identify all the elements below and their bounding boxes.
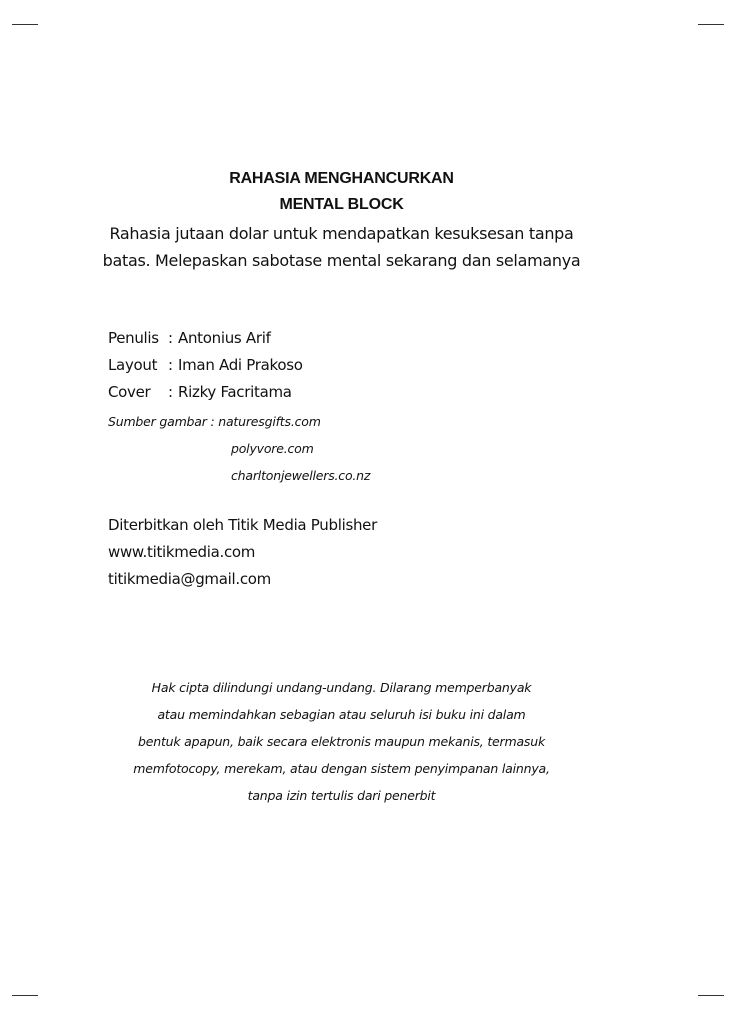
crop-mark-top-left [12,24,38,25]
credit-value: Iman Adi Prakoso [178,356,303,374]
credits-list [108,325,303,406]
copyright-line: bentuk apapun, baik secara elektronis maupun mekanis, termasuk [138,734,545,749]
copyright-line: memfotocopy, merekam, atau dengan sistem penyimpanan lainnya, [133,761,550,776]
credit-separator: : [168,356,173,374]
credit-label: Penulis [108,329,159,347]
credit-label: Cover [108,383,151,401]
copyright-notice [0,674,683,809]
publisher-website: www.titikmedia.com [108,543,256,561]
book-title-line-2: MENTAL BLOCK [279,196,404,213]
publisher-line: Diterbitkan oleh Titik Media Publisher [108,516,377,534]
source-item: charltonjewellers.co.nz [231,468,371,483]
credit-value: Rizky Facritama [178,383,292,401]
credit-row-layout [108,352,303,379]
crop-mark-bottom-left [12,995,38,996]
sources-label: Sumber gambar : [108,414,215,429]
crop-mark-top-right [698,24,724,25]
source-row [108,435,370,462]
credit-separator: : [168,329,173,347]
copyright-line: atau memindahkan sebagian atau seluruh isi buku ini dalam [157,707,526,722]
credit-label: Layout [108,356,158,374]
book-subtitle: Rahasia jutaan dolar untuk mendapatkan kesuksesan tanpa batas. Melepaskan sabotase mental sekarang dan selamanya [102,224,581,270]
copyright-line: Hak cipta dilindungi undang-undang. Dilarang memperbanyak [151,680,532,695]
crop-mark-bottom-right [698,995,724,996]
source-item: naturesgifts.com [218,414,321,429]
publisher-email: titikmedia@gmail.com [108,570,271,588]
book-title-line-1: RAHASIA MENGHANCURKAN [229,170,454,187]
credit-value: Antonius Arif [178,329,271,347]
credit-separator: : [168,383,173,401]
publisher-info [108,512,377,593]
source-row [108,408,370,435]
image-sources [108,408,370,489]
source-row [108,462,370,489]
copyright-line: tanpa izin tertulis dari penerbit [247,788,436,803]
source-item: polyvore.com [231,441,314,456]
credit-row-cover [108,379,303,406]
title-block [0,166,683,274]
credit-row-penulis [108,325,303,352]
